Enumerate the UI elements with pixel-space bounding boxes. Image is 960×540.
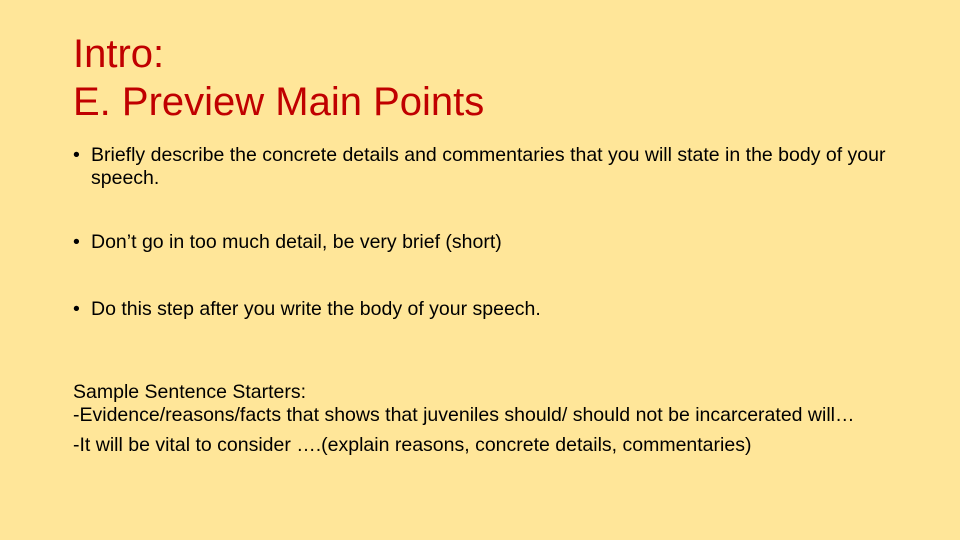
starters-heading: Sample Sentence Starters: bbox=[73, 381, 307, 403]
starter-item: -Evidence/reasons/facts that shows that juveniles should/ should not be incarcerated will… bbox=[73, 404, 855, 426]
sentence-starters bbox=[73, 381, 943, 457]
bullet-item bbox=[73, 298, 943, 321]
bullet-text: Briefly describe the concrete details and commentaries that you will state in the body of your speech. bbox=[91, 144, 886, 189]
slide-title bbox=[73, 30, 933, 126]
bullet-item bbox=[73, 144, 943, 190]
bullet-text: Do this step after you write the body of your speech. bbox=[91, 298, 541, 320]
bullet-dot-icon: • bbox=[73, 144, 80, 166]
title-line-2: E. Preview Main Points bbox=[73, 80, 485, 124]
bullet-list bbox=[73, 144, 943, 321]
bullet-text: Don’t go in too much detail, be very brief (short) bbox=[91, 231, 502, 253]
bullet-dot-icon: • bbox=[73, 231, 80, 253]
title-line-1: Intro: bbox=[73, 32, 165, 76]
bullet-dot-icon: • bbox=[73, 298, 80, 320]
starter-item: -It will be vital to consider ….(explain reasons, concrete details, commentaries) bbox=[73, 434, 752, 456]
bullet-item bbox=[73, 231, 943, 254]
